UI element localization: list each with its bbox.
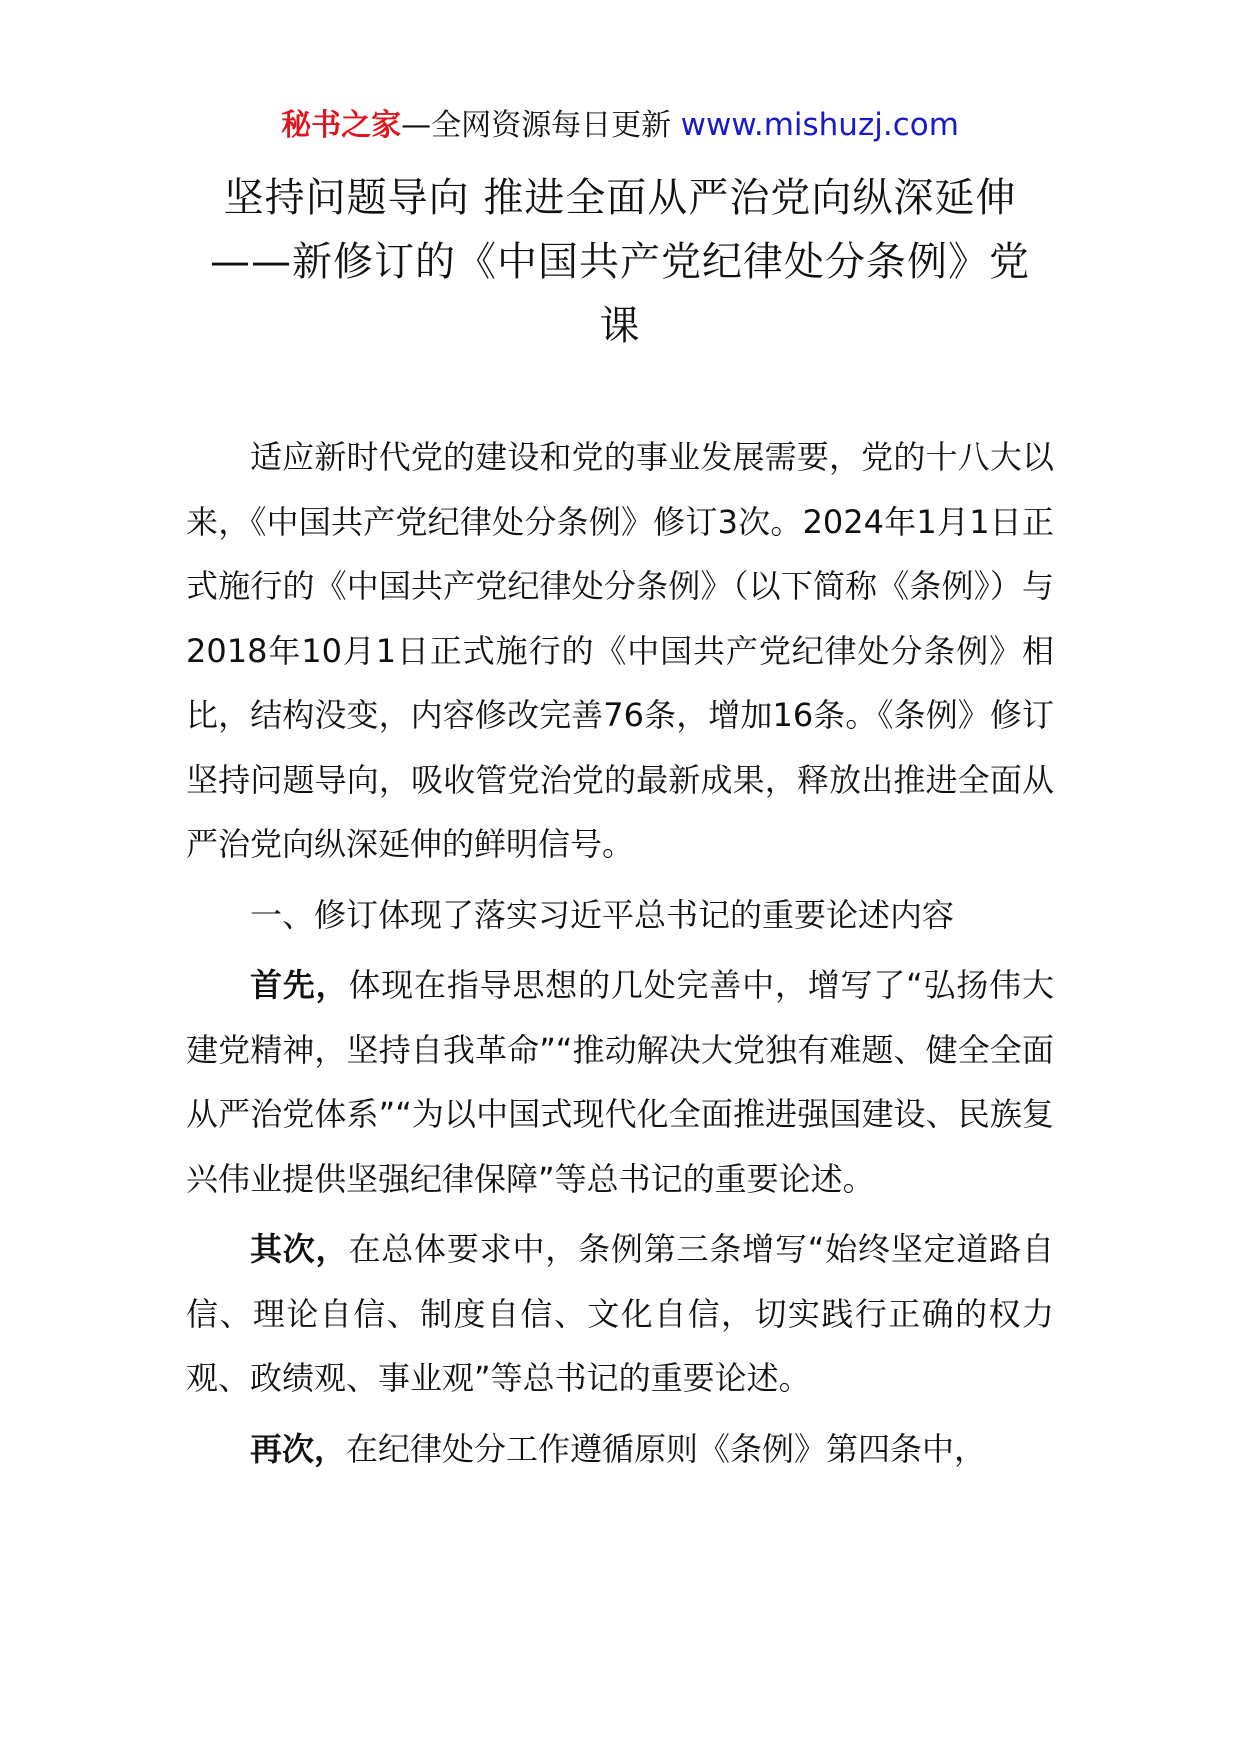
lead-word-second: 其次， <box>250 1230 349 1268</box>
paragraph-second-point <box>186 1217 1054 1411</box>
site-header <box>0 103 1240 148</box>
header-tagline: —全网资源每日更新 <box>401 108 681 143</box>
title-line-2: ——新修订的《中国共产党纪律处分条例》党 <box>210 239 1030 285</box>
paragraph-first-text: 体现在指导思想的几处完善中，增写了“弘扬伟大建党精神，坚持自我革命”“推动解决大党独有难题、健全全面从严治党体系”“为以中国式现代化全面推进强国建设、民族复兴伟业提供坚强纪律保障”等总书记的重要论述。 <box>186 966 1054 1198</box>
title-line-1: 坚持问题导向 推进全面从严治党向纵深延伸 <box>223 175 1017 221</box>
paragraph-first-point <box>186 953 1054 1211</box>
brand-name: 秘书之家 <box>281 108 402 143</box>
intro-paragraph: 适应新时代党的建设和党的事业发展需要，党的十八大以来，《中国共产党纪律处分条例》修订3次。2024年1月1日正式施行的《中国共产党纪律处分条例》（以下简称《条例》）与2018年10月1日正式施行的《中国共产党纪律处分条例》相比，结构没变，内容修改完善76条，增加16条。《条例》修订坚持问题导向，吸收管党治党的最新成果，释放出推进全面从严治党向纵深延伸的鲜明信号。 <box>186 438 1054 863</box>
lead-word-first: 首先， <box>250 966 349 1004</box>
document-title <box>186 166 1054 358</box>
paragraph-second-text: 在总体要求中，条例第三条增写“始终坚定道路自信、理论自信、制度自信、文化自信，切实践行正确的权力观、政绩观、事业观”等总书记的重要论述。 <box>186 1230 1054 1397</box>
site-url-link[interactable]: www.mishuzj.com <box>680 107 959 143</box>
paragraph-third-point <box>186 1417 1054 1482</box>
document-body <box>186 425 1054 1481</box>
title-line-3: 课 <box>599 303 641 349</box>
lead-word-third: 再次， <box>250 1429 347 1468</box>
section-heading-1: 一、修订体现了落实习近平总书记的重要论述内容 <box>250 895 955 934</box>
paragraph-third-text: 在纪律处分工作遵循原则《条例》第四条中， <box>346 1429 987 1468</box>
